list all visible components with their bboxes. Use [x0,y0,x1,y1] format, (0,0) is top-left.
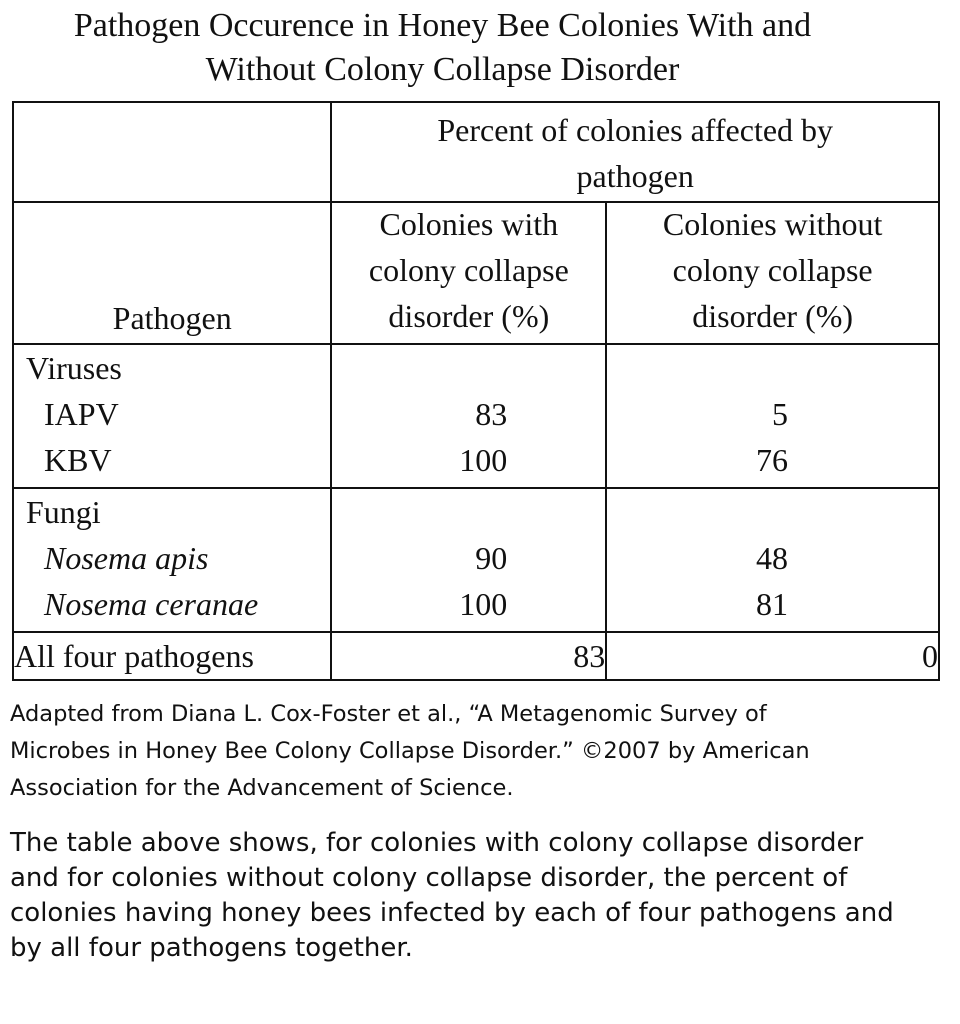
percent-affected-header-line-1: Percent of colonies affected by [437,112,834,148]
kbv-without-value: 76 [756,442,788,478]
row-label-iapv: IAPV [44,396,119,432]
with-ccd-header-line-3: disorder (%) [388,298,550,334]
title-line-2: Without Colony Collapse Disorder [205,51,680,88]
spacer [332,491,605,537]
iapv-with-value: 83 [475,396,508,432]
title-line-1: Pathogen Occurence in Honey Bee Colonies With and [73,7,812,44]
fungi-labels-cell [13,488,331,632]
with-ccd-header-line-1: Colonies with [379,206,559,242]
percent-affected-header-line-2: pathogen [576,158,694,194]
table-description [10,826,950,966]
nosema-ceranae-without-value: 81 [756,586,788,622]
without-ccd-header-line-3: disorder (%) [692,298,854,334]
fungi-without-cell [606,488,939,632]
header-empty-cell [13,102,331,202]
without-ccd-header-line-1: Colonies without [662,206,883,242]
table-header-row-top [13,102,939,202]
row-label-kbv: KBV [44,442,112,478]
kbv-with-value: 100 [459,442,508,478]
all-four-with-value: 83 [331,632,606,680]
source-line-1: Adapted from Diana L. Cox-Foster et al., “A Metagenomic Survey of [10,701,767,727]
description-line-4: by all four pathogens together. [10,933,413,963]
source-line-3: Association for the Advancement of Science. [10,775,514,801]
pathogen-header: Pathogen [13,202,331,344]
description-line-2: and for colonies without colony collapse disorder, the percent of [10,863,848,893]
spacer [607,491,938,537]
iapv-without-value: 5 [772,396,788,432]
table-header-row-columns [13,202,939,344]
group-label-fungi: Fungi [26,494,101,530]
percent-affected-header [331,102,939,202]
group-label-viruses: Viruses [26,350,122,386]
viruses-without-cell [606,344,939,488]
nosema-ceranae-with-value: 100 [459,586,508,622]
table-title [0,4,885,92]
row-label-nosema-ceranae: Nosema ceranae [44,586,259,622]
with-ccd-header [331,202,606,344]
row-label-all-four: All four pathogens [13,632,331,680]
all-four-pathogens-row [13,632,939,680]
with-ccd-header-line-2: colony collapse [368,252,569,288]
nosema-apis-with-value: 90 [475,540,508,576]
all-four-without-value: 0 [606,632,939,680]
viruses-with-cell [331,344,606,488]
spacer [332,347,605,393]
without-ccd-header [606,202,939,344]
spacer [607,347,938,393]
description-line-1: The table above shows, for colonies with colony collapse disorder [10,828,864,858]
pathogen-table [12,101,940,681]
viruses-labels-cell [13,344,331,488]
description-line-3: colonies having honey bees infected by each of four pathogens and [10,898,894,928]
without-ccd-header-line-2: colony collapse [672,252,873,288]
nosema-apis-without-value: 48 [756,540,788,576]
fungi-with-cell [331,488,606,632]
fungi-group-row [13,488,939,632]
viruses-group-row [13,344,939,488]
source-citation [10,696,940,807]
row-label-nosema-apis: Nosema apis [44,540,209,576]
source-line-2: Microbes in Honey Bee Colony Collapse Disorder.” ©2007 by American [10,738,810,764]
